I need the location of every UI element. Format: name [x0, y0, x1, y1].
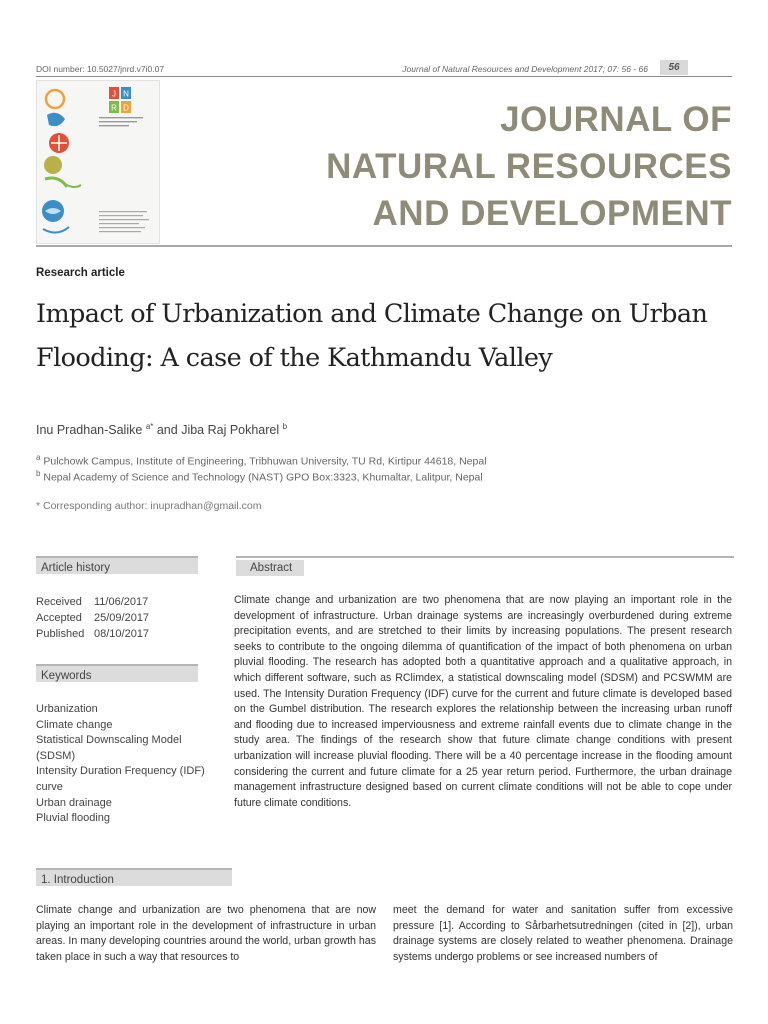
- affiliation-mark: b: [36, 469, 41, 478]
- cover-letter-d-text: D: [123, 103, 129, 113]
- doi-number: DOI number: 10.5027/jnrd.v7i0.07: [36, 64, 165, 74]
- history-date: 11/06/2017: [94, 596, 149, 608]
- history-label: Published: [36, 628, 85, 640]
- keyword-line: Pluvial flooding: [36, 812, 110, 825]
- cover-sun-icon: [46, 90, 64, 108]
- history-label: Received: [36, 596, 82, 608]
- article-history-heading: [36, 556, 198, 574]
- section-heading-label: Keywords: [41, 670, 92, 682]
- page-number: 56: [660, 60, 688, 75]
- keyword-line: Urbanization: [36, 703, 98, 715]
- cover-earth-icon: [44, 156, 62, 174]
- journal-reference: Journal of Natural Resources and Development 2017; 07: 56 - 66: [402, 64, 648, 74]
- history-label: Accepted: [36, 612, 82, 624]
- history-date: 08/10/2017: [94, 628, 150, 640]
- author-list: [36, 422, 287, 437]
- cover-drop-icon: [47, 113, 65, 126]
- keyword-line: Urban drainage: [36, 796, 112, 809]
- abstract-heading: [236, 556, 734, 574]
- introduction-left-column: Climate change and urbanization are two phenomena that are now playing an important role in the development of infrastructure in urban areas. In many developing countries around the world, urban growth has taken place in such a way that resources to: [36, 904, 376, 963]
- introduction-right-column: meet the demand for water and sanitation suffer from excessive pressure [1]. According to Sårbarhetsutredningen (cited in [2]), urban drainage systems are closely related to weather phenomena. Drainage systems undergo problems or see increased numbers of: [393, 904, 733, 963]
- keyword-list: [36, 702, 206, 827]
- history-row: [36, 610, 149, 626]
- abstract-text: Climate change and urbanization are two phenomena that are now playing an important role in the development of infrastructure. Urban drainage systems are increasingly overburdened during extreme precipitation events, and are stretched to their limits by increasing populations. The present research seeks to contribute to the ongoing dilemma of quantification of the impact of both phenomena on urban pluvial flooding. The research has adopted both a quantitative approach and a qualitative approach, in which different software, such as RClimdex, a statistical downscaling model (SDSM) and PCSWMM are used. The Intensity Duration Frequency (IDF) curve for the current and future climate is developed based on the Gumbel distribution. The research explores the relationship between the increasing urban runoff and flooding due to increased imperviousness and extreme rainfall events due to climate change in the study area. The findings of the research show that future climate change conditions with present urbanization will increase pluvial flooding. There will be a 40 percentage increase in the flooding amount considering the current and future climate for a 25 year return period. Furthermore, the urban drainage management infrastructure designed based on current climate conditions will not be able to cope under future climate conditions.: [234, 594, 732, 809]
- journal-masthead: [300, 96, 732, 237]
- journal-title-line: NATURAL RESOURCES: [326, 147, 732, 186]
- cover-letter-n-text: N: [123, 89, 129, 99]
- history-date: 25/09/2017: [94, 612, 150, 624]
- section-heading-label: 1. Introduction: [41, 874, 114, 886]
- author-name: Inu Pradhan-Salike: [36, 423, 143, 438]
- paper-title-line: Flooding: A case of the Kathmandu Valley: [36, 343, 553, 373]
- cover-leaf-icon: [45, 178, 67, 187]
- history-row: [36, 594, 149, 610]
- author-conjunction: and: [153, 423, 182, 438]
- keyword-line: Intensity Duration Frequency (IDF): [36, 765, 205, 778]
- keyword-line: (SDSM): [36, 749, 76, 762]
- keyword-line: curve: [36, 780, 63, 793]
- masthead-rule: [36, 245, 732, 247]
- affiliation-text: Nepal Academy of Science and Technology (NAST) GPO Box:3323, Khumaltar, Lalitpur, Nepal: [43, 471, 483, 484]
- journal-title-line: JOURNAL OF: [500, 100, 732, 139]
- author-name: Jiba Raj Pokharel: [181, 423, 280, 438]
- author-affiliation-mark: b: [282, 422, 288, 431]
- paper-title-line: Impact of Urbanization and Climate Change on Urban: [36, 299, 708, 329]
- affiliation: [36, 469, 483, 484]
- history-row: [36, 626, 149, 642]
- author-affiliation-mark: a*: [145, 422, 154, 431]
- keyword-line: Climate change: [36, 718, 113, 731]
- keywords-heading: [36, 664, 198, 682]
- cover-letter-j-text: J: [112, 89, 116, 99]
- affiliation-text: Pulchowk Campus, Institute of Engineering, Tribhuwan University, TU Rd, Kirtipur 44618, Nepal: [43, 455, 487, 468]
- affiliation: [36, 453, 487, 468]
- corresponding-author: * Corresponding author: inupradhan@gmail.com: [36, 500, 262, 512]
- paper-title: [36, 292, 736, 380]
- introduction-heading: [36, 868, 232, 886]
- header-rule: [36, 76, 732, 77]
- affiliation-mark: a: [36, 453, 41, 462]
- cover-letter-r-text: R: [111, 103, 117, 113]
- article-type: Research article: [36, 267, 125, 279]
- journal-title-line: AND DEVELOPMENT: [372, 194, 732, 233]
- article-history: [36, 594, 149, 642]
- keyword-line: Statistical Downscaling Model: [36, 734, 182, 747]
- section-heading-label: Article history: [41, 562, 111, 574]
- journal-cover-image: [36, 80, 160, 244]
- section-heading-label: Abstract: [236, 560, 304, 576]
- cover-illustration: [37, 81, 160, 244]
